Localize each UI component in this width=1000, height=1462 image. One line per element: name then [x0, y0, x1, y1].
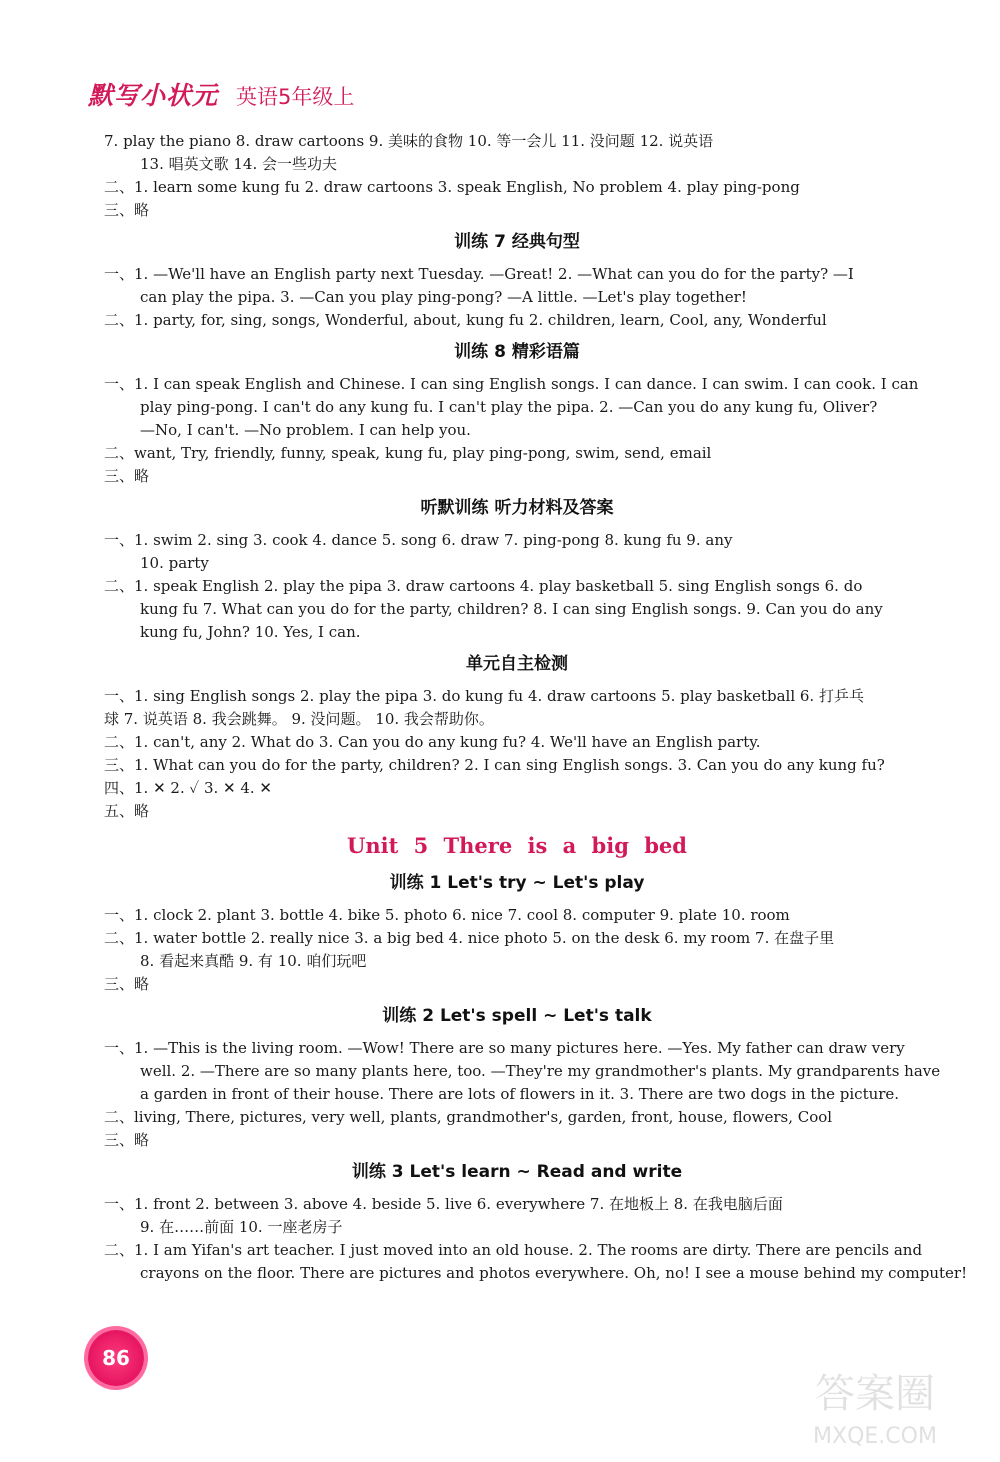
answer-line: 二、1. party, for, sing, songs, Wonderful, about, kung fu 2. children, learn, Cool, any, Wonderful: [104, 311, 827, 329]
answer-line: 二、living, There, pictures, very well, plants, grandmother's, garden, front, house, flowers, Cool: [104, 1108, 833, 1126]
page-number: 86: [102, 1346, 130, 1370]
answer-line: 一、1. front 2. between 3. above 4. beside 5. live 6. everywhere 7. 在地板上 8. 在我电脑后面: [104, 1195, 783, 1213]
section-xunlian-8: [104, 340, 930, 488]
section-heading: 训练 2 Let's spell ~ Let's talk: [382, 1006, 652, 1026]
answer-line: 一、1. I can speak English and Chinese. I can sing English songs. I can dance. I can swim. I can cook. I can: [104, 375, 919, 393]
answer-line: kung fu, John? 10. Yes, I can.: [140, 623, 361, 641]
section-0: [104, 130, 930, 222]
answer-line: 三、1. What can you do for the party, children? 2. I can sing English songs. 3. Can you do any kung fu?: [104, 756, 885, 774]
watermark-logo: [770, 1355, 980, 1455]
answer-line: play ping-pong. I can't do any kung fu. I can't play the pipa. 2. —Can you do any kung fu, Oliver?: [140, 398, 878, 416]
answer-line: 二、1. speak English 2. play the pipa 3. draw cartoons 4. play basketball 5. sing English songs 6. do: [104, 577, 863, 595]
answer-line: 一、1. swim 2. sing 3. cook 4. dance 5. song 6. draw 7. ping-pong 8. kung fu 9. any: [104, 531, 733, 549]
watermark-url: MXQE.COM: [813, 1424, 937, 1449]
answer-line: 三、略: [104, 201, 150, 219]
unit-title: Unit 5 There is a big bed: [347, 833, 687, 858]
answer-line: 9. 在……前面 10. 一座老房子: [140, 1218, 343, 1236]
answer-line: 10. party: [140, 554, 209, 572]
answer-line: 二、1. I am Yifan's art teacher. I just moved into an old house. 2. The rooms are dirty. There are pencils and: [104, 1241, 923, 1259]
section-listening: [104, 496, 930, 644]
answer-line: 二、want, Try, friendly, funny, speak, kung fu, play ping-pong, swim, send, email: [104, 444, 712, 462]
answer-line: 7. play the piano 8. draw cartoons 9. 美味的食物 10. 等一会儿 11. 没问题 12. 说英语: [104, 132, 714, 150]
answer-line: 三、略: [104, 975, 150, 993]
answer-line: kung fu 7. What can you do for the party, children? 8. I can sing English songs. 9. Can you do any: [140, 600, 883, 618]
answer-line: 四、1. ✕ 2. ✓ 3. ✕ 4. ✕: [104, 779, 273, 797]
answer-line: crayons on the floor. There are pictures and photos everywhere. Oh, no! I see a mouse behind my computer!: [140, 1264, 968, 1282]
answer-line: 13. 唱英文歌 14. 会一些功夫: [140, 155, 338, 173]
section-heading: 听默训练 听力材料及答案: [420, 498, 614, 518]
answer-line: 一、1. —We'll have an English party next Tuesday. —Great! 2. —What can you do for the party? —I: [104, 265, 854, 283]
answer-line: 一、1. clock 2. plant 3. bottle 4. bike 5. photo 6. nice 7. cool 8. computer 9. plate 10. room: [104, 906, 790, 924]
answer-content: [104, 130, 968, 1285]
watermark-text: 答案圈: [815, 1371, 935, 1417]
page-header: [88, 76, 354, 116]
answer-line: can play the pipa. 3. —Can you play ping-pong? —A little. —Let's play together!: [140, 288, 747, 306]
section-unit5-xunlian-3: [104, 1160, 968, 1285]
page-number-badge: [88, 1330, 144, 1386]
section-unit5-xunlian-1: [104, 871, 930, 996]
answer-line: well. 2. —There are so many plants here, too. —They're my grandmother's plants. My grandparents have: [140, 1062, 941, 1080]
answer-line: 一、1. sing English songs 2. play the pipa 3. do kung fu 4. draw cartoons 5. play basketball 6. 打乒乓: [104, 687, 864, 705]
section-heading: 训练 8 精彩语篇: [454, 342, 580, 362]
answer-line: 三、略: [104, 467, 150, 485]
section-heading: 单元自主检测: [466, 654, 568, 674]
section-unit5-xunlian-2: [104, 1004, 941, 1152]
section-heading: 训练 1 Let's try ~ Let's play: [389, 873, 645, 893]
answer-line: a garden in front of their house. There are lots of flowers in it. 3. There are two dogs in the picture.: [140, 1085, 900, 1103]
answer-line: 二、1. can't, any 2. What do 3. Can you do any kung fu? 4. We'll have an English party.: [104, 733, 761, 751]
answer-line: —No, I can't. —No problem. I can help you.: [140, 421, 471, 439]
section-xunlian-7: [104, 230, 930, 332]
subject-title: 英语5年级上: [236, 85, 355, 109]
answer-line: 三、略: [104, 1131, 150, 1149]
answer-line: 二、1. learn some kung fu 2. draw cartoons 3. speak English, No problem 4. play ping-pong: [104, 178, 800, 196]
section-heading: 训练 7 经典句型: [454, 232, 580, 252]
answer-line: 二、1. water bottle 2. really nice 3. a big bed 4. nice photo 5. on the desk 6. my room 7. 在盘子里: [104, 929, 835, 947]
section-heading: 训练 3 Let's learn ~ Read and write: [351, 1162, 683, 1182]
section-unit-test: [104, 652, 930, 823]
answer-line: 五、略: [104, 802, 150, 820]
answer-line: 一、1. —This is the living room. —Wow! There are so many pictures here. —Yes. My father can draw very: [104, 1039, 905, 1057]
answer-line: 8. 看起来真酷 9. 有 10. 咱们玩吧: [140, 952, 367, 970]
brand-title: 默写小状元: [88, 81, 219, 110]
answer-line: 球 7. 说英语 8. 我会跳舞。 9. 没问题。 10. 我会帮助你。: [104, 710, 494, 728]
